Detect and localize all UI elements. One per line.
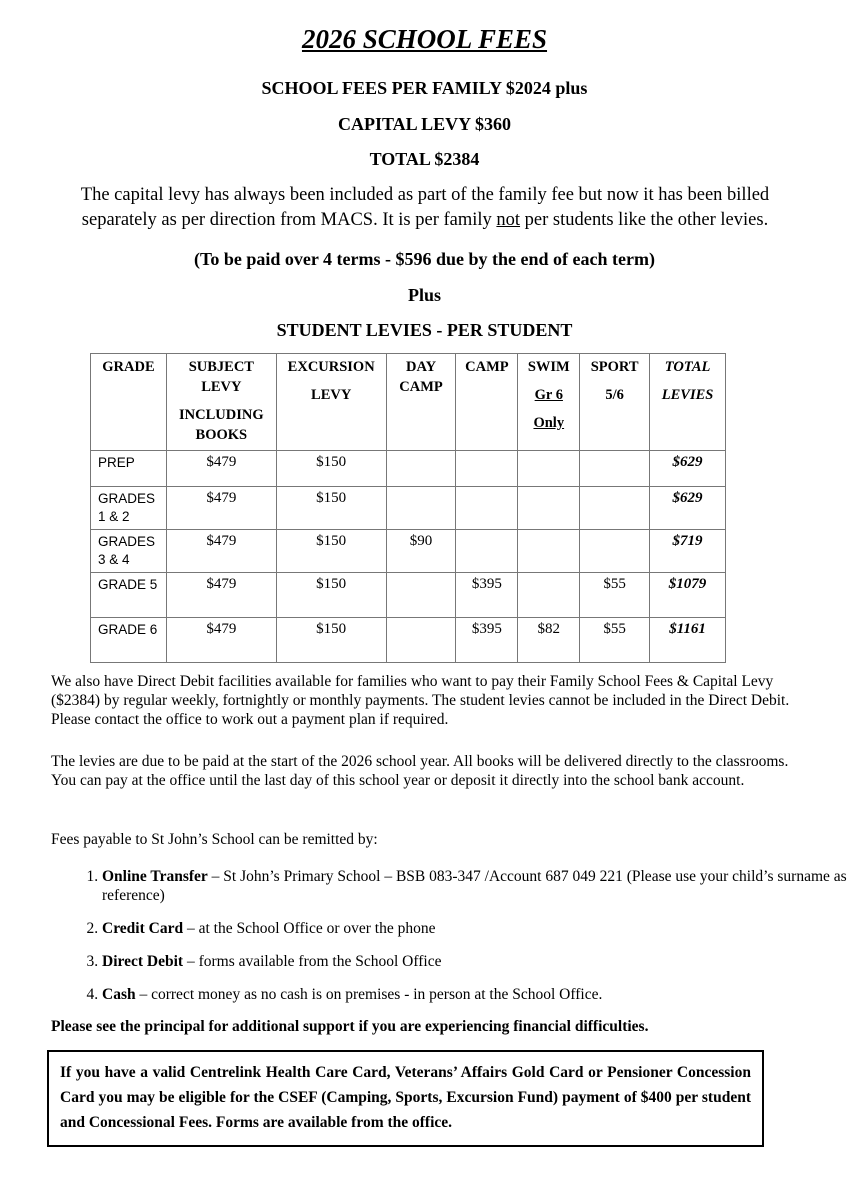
csef-notice-box xyxy=(47,1050,764,1147)
list-item: 1. Online Transfer – St John’s Primary School – BSB 083-347 /Account 687 049 221 (Please use your child’s surname as reference) xyxy=(102,867,849,905)
header-sport: SPORT 5/6 xyxy=(580,354,650,451)
payment-terms: (To be paid over 4 terms - $596 due by the end of each term) xyxy=(194,249,655,269)
table-header-row xyxy=(91,354,726,451)
header-subject-levy: SUBJECT LEVY INCLUDING BOOKS xyxy=(166,354,276,451)
header-day-camp: DAY CAMP xyxy=(386,354,456,451)
intro-underlined-word: not xyxy=(496,210,521,230)
payment-methods-list xyxy=(51,867,849,1018)
intro-text-1: The capital levy has always been included as part of the family fee but now it has been billed separately as per direction from MACS. It is per family xyxy=(80,185,770,230)
table-row: PREP $479 $150 $629 xyxy=(91,451,726,487)
levies-heading: STUDENT LEVIES - PER STUDENT xyxy=(276,320,573,340)
financial-support-note: Please see the principal for additional support if you are experiencing financial difficulties. xyxy=(51,1018,649,1035)
header-swim: SWIM Gr 6 Only xyxy=(518,354,580,451)
header-excursion-levy: EXCURSION LEVY xyxy=(276,354,386,451)
remit-intro: Fees payable to St John’s School can be remitted by: xyxy=(51,831,378,848)
list-item: 2. Credit Card – at the School Office or over the phone xyxy=(102,919,849,938)
header-total-levies: TOTAL LEVIES xyxy=(650,354,726,451)
table-row: GRADE 6 $479 $150 $395 $82 $55 $1161 xyxy=(91,618,726,663)
list-item: 4. Cash – correct money as no cash is on premises - in person at the School Office. xyxy=(102,985,849,1004)
list-item: 3. Direct Debit – forms available from the School Office xyxy=(102,952,849,971)
student-levies-table xyxy=(90,353,726,663)
levies-due-paragraph: The levies are due to be paid at the start of the 2026 school year. All books will be delivered directly to the classrooms. You can pay at the office until the last day of this school year or deposit it directly into the school bank account. xyxy=(51,753,789,789)
plus-label: Plus xyxy=(407,285,441,305)
capital-levy-line: CAPITAL LEVY $360 xyxy=(337,114,512,134)
table-row: GRADES 3 & 4 $479 $150 $90 $719 xyxy=(91,530,726,573)
table-row: GRADE 5 $479 $150 $395 $55 $1079 xyxy=(91,573,726,618)
page-title: 2026 SCHOOL FEES xyxy=(301,24,548,54)
table-row: GRADES 1 & 2 $479 $150 $629 xyxy=(91,487,726,530)
total-fee-line: TOTAL $2384 xyxy=(369,149,480,169)
csef-text: If you have a valid Centrelink Health Care Card, Veterans’ Affairs Gold Card or Pensioner Concession Card you may be eligible for the CSEF (Camping, Sports, Excursion Fund) payment of $400 per student and Concessional Fees. Forms are available from the office. xyxy=(60,1064,751,1131)
capital-levy-explanation xyxy=(45,183,805,233)
header-grade: GRADE xyxy=(91,354,167,451)
family-fee-line: SCHOOL FEES PER FAMILY $2024 plus xyxy=(261,78,588,98)
direct-debit-paragraph: We also have Direct Debit facilities available for families who want to pay their Family School Fees & Capital Levy ($2384) by regular weekly, fortnightly or monthly payments. The student levies cannot be included in the Direct Debit. Please contact the office to work out a payment plan if required. xyxy=(51,673,790,728)
intro-text-2: per students like the other levies. xyxy=(520,210,769,230)
header-camp: CAMP xyxy=(456,354,518,451)
